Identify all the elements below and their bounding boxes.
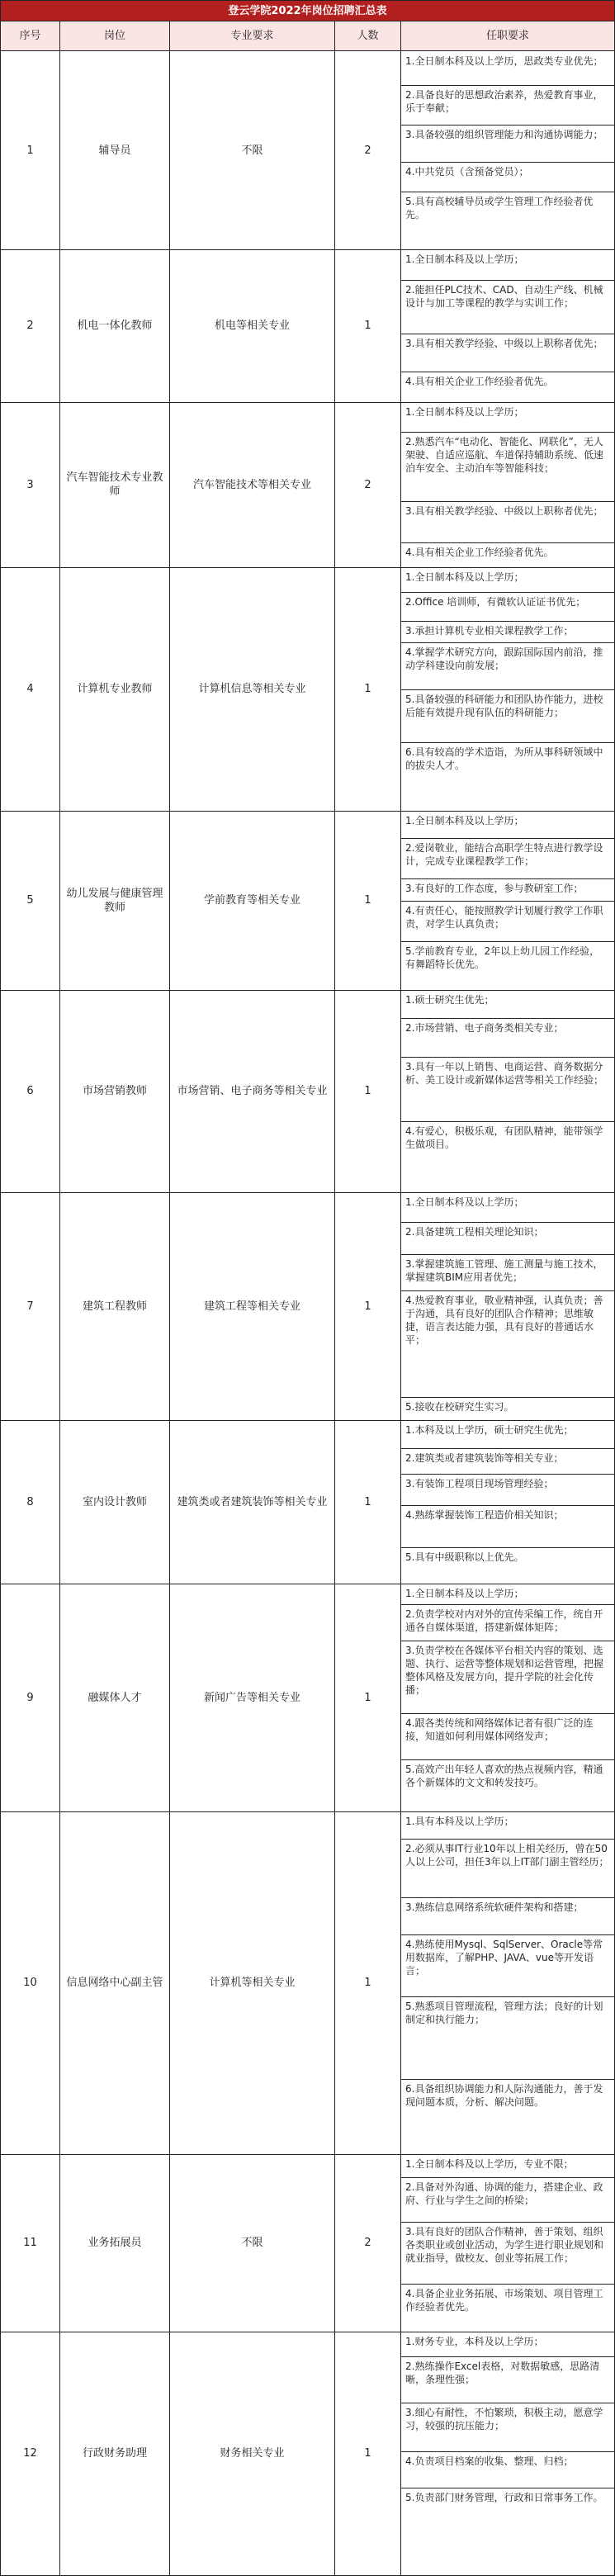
table-cell-col-major: 计算机等相关专业 — [169, 1811, 335, 2155]
requirement-item: 2.熟悉汽车“电动化、智能化、网联化”，无人架驶、自适应巡航、车道保持辅助系统、低速泊车安全、主动泊车等智能科技； — [405, 436, 604, 474]
requirement-divider — [401, 838, 614, 839]
requirement-divider — [401, 901, 614, 902]
table-cell-col-requirements — [400, 51, 615, 250]
requirement-item: 3.有装饰工程项目现场管理经验； — [405, 1478, 554, 1489]
table-cell-col-major: 建筑类或者建筑装饰等相关专业 — [169, 1420, 335, 1584]
table-cell-col-requirements — [400, 1420, 615, 1584]
requirement-item: 3.细心有耐性，不怕繁琐，积极主动，愿意学习，较强的抗压能力； — [405, 2407, 603, 2432]
requirement-item: 3.具有相关教学经验、中级以上职称者优先； — [405, 338, 603, 349]
table-cell-col-no: 5 — [0, 811, 60, 991]
requirement-item: 5.负责部门财务管理，行政和日常事务工作。 — [405, 2492, 603, 2503]
requirement-divider — [401, 2451, 614, 2452]
requirement-divider — [401, 1897, 614, 1898]
requirement-item: 4.有责任心，能按照教学计划履行教学工作职责，对学生认真负责； — [405, 905, 603, 930]
requirement-item: 2.能担任PLC技术、CAD、自动生产线、机械设计与加工等课程的教学与实训工作； — [405, 284, 603, 309]
requirement-divider — [401, 1839, 614, 1840]
requirement-divider — [401, 1996, 614, 1997]
requirement-item: 2.具备建筑工程相关理论知识； — [405, 1226, 544, 1238]
requirement-divider — [401, 2222, 614, 2223]
requirement-divider — [401, 1759, 614, 1760]
requirement-item: 4.具有相关企业工作经验者优先。 — [405, 376, 554, 387]
requirement-divider — [401, 1222, 614, 1223]
requirement-item: 1.全日制本科及以上学历，专业不限； — [405, 2158, 574, 2170]
requirement-item: 5.具备较强的科研能力和团队协作能力，进校后能有效提升现有队伍的科研能力； — [405, 694, 603, 718]
requirement-divider — [401, 1121, 614, 1122]
table-cell-col-no: 4 — [0, 567, 60, 812]
requirement-divider — [401, 621, 614, 622]
table-cell-col-major: 市场营销、电子商务等相关专业 — [169, 990, 335, 1193]
table-cell-col-count: 1 — [334, 1420, 401, 1584]
table-cell-col-requirements — [400, 990, 615, 1193]
table-cell-col-no: 9 — [0, 1584, 60, 1812]
requirement-item: 2.市场营销、电子商务类相关专业； — [405, 1022, 564, 1034]
requirement-item: 1.硕士研究生优先； — [405, 994, 494, 1006]
requirement-item: 3.具有相关教学经验、中级以上职称者优先； — [405, 505, 603, 517]
requirement-item: 2.具备良好的思想政治素养，热爱教育事业，乐于奉献； — [405, 89, 603, 114]
requirement-item: 3.具备较强的组织管理能力和沟通协调能力； — [405, 129, 603, 140]
table-cell-col-major: 机电等相关专业 — [169, 249, 335, 403]
table-cell-col-major: 汽车智能技术等相关专业 — [169, 402, 335, 568]
requirement-item: 4.掌握学术研究方向，跟踪国际国内前沿，推动学科建设向前发展； — [405, 646, 603, 671]
requirement-divider — [401, 1713, 614, 1714]
table-cell-col-no: 3 — [0, 402, 60, 568]
table-cell-col-count: 1 — [334, 990, 401, 1193]
table-cell-col-no: 12 — [0, 2332, 60, 2576]
header-col-count: 人数 — [334, 21, 401, 51]
requirement-divider — [401, 432, 614, 433]
header-col-position: 岗位 — [59, 21, 170, 51]
table-cell-col-position: 室内设计教师 — [59, 1420, 170, 1584]
requirement-item: 1.全日制本科及以上学历； — [405, 815, 524, 826]
table-cell-col-no: 11 — [0, 2154, 60, 2332]
table-cell-col-count: 1 — [334, 1584, 401, 1812]
requirement-item: 6.具有较高的学术造诣，为所从事科研领域中的拔尖人才。 — [405, 746, 603, 771]
table-cell-col-major: 建筑工程等相关专业 — [169, 1192, 335, 1421]
requirement-item: 5.接收在校研究生实习。 — [405, 1401, 514, 1413]
requirement-divider — [401, 2079, 614, 2080]
requirement-item: 1.全日制本科及以上学历； — [405, 1196, 524, 1208]
table-cell-col-requirements — [400, 2154, 615, 2332]
table-cell-col-position: 辅导员 — [59, 51, 170, 250]
table-cell-col-count: 1 — [334, 567, 401, 812]
table-cell-col-position: 幼儿发展与健康管理教师 — [59, 811, 170, 991]
requirement-item: 3.有良好的工作态度，参与教研室工作； — [405, 883, 584, 894]
requirement-item: 1.全日制本科及以上学历； — [405, 253, 524, 265]
table-cell-col-count: 1 — [334, 1192, 401, 1421]
table-cell-col-major: 计算机信息等相关专业 — [169, 567, 335, 812]
table-cell-col-count: 1 — [334, 811, 401, 991]
requirement-divider — [401, 592, 614, 593]
requirement-divider — [401, 1934, 614, 1935]
table-cell-col-count: 2 — [334, 402, 401, 568]
requirement-divider — [401, 1474, 614, 1475]
table-cell-col-requirements — [400, 811, 615, 991]
table-cell-col-count: 1 — [334, 2332, 401, 2576]
requirement-divider — [401, 280, 614, 281]
requirement-item: 4.具有相关企业工作经验者优先。 — [405, 547, 554, 558]
requirement-divider — [401, 2284, 614, 2285]
requirement-divider — [401, 1505, 614, 1506]
table-cell-col-position: 行政财务助理 — [59, 2332, 170, 2576]
table-cell-col-position: 机电一体化教师 — [59, 249, 170, 403]
requirement-item: 1.全日制本科及以上学历； — [405, 1588, 524, 1599]
table-cell-col-no: 10 — [0, 1811, 60, 2155]
table-cell-col-count: 1 — [334, 1811, 401, 2155]
table-cell-col-no: 7 — [0, 1192, 60, 1421]
table-cell-col-major: 学前教育等相关专业 — [169, 811, 335, 991]
requirement-divider — [401, 1547, 614, 1548]
requirement-item: 2.具备对外沟通、协调的能力，搭建企业、政府、行业与学生之间的桥梁； — [405, 2181, 603, 2206]
requirement-divider — [401, 1448, 614, 1449]
requirement-item: 1.财务专业，本科及以上学历； — [405, 2336, 544, 2347]
requirement-divider — [401, 1397, 614, 1398]
requirement-divider — [401, 689, 614, 690]
requirement-item: 5.学前教育专业，2年以上幼儿园工作经验，有舞蹈特长优先。 — [405, 945, 600, 970]
table-cell-col-requirements — [400, 1584, 615, 1812]
requirement-divider — [401, 878, 614, 879]
requirement-item: 6.具备组织协调能力和人际沟通能力，善于发现问题本质，分析、解决问题。 — [405, 2083, 603, 2108]
table-cell-col-no: 2 — [0, 249, 60, 403]
requirement-divider — [401, 501, 614, 502]
requirement-item: 4.具备企业业务拓展、市场策划、项目管理工作经验者优先。 — [405, 2288, 603, 2313]
table-cell-col-requirements — [400, 249, 615, 403]
requirement-item: 3.掌握建筑施工管理、施工测量与施工技术，掌握建筑BIM应用者优先； — [405, 1258, 603, 1283]
requirement-item: 2.必须从事IT行业10年以上相关经历，曾在50人以上公司，担任3年以上IT部门副主管经历； — [405, 1843, 609, 1868]
table-cell-col-major: 新闻广告等相关专业 — [169, 1584, 335, 1812]
table-title: 登云学院2022年岗位招聘汇总表 — [0, 0, 615, 21]
requirement-item: 1.本科及以上学历，硕士研究生优先； — [405, 1424, 574, 1436]
table-cell-col-requirements — [400, 1811, 615, 2155]
requirement-divider — [401, 742, 614, 743]
requirement-item: 3.具有良好的团队合作精神，善于策划、组织各类职业或创业活动，为学生进行职业规划和就业指导，做校友、创业等拓展工作； — [405, 2226, 604, 2264]
requirement-item: 4.熟练掌握装饰工程造价相关知识； — [405, 1509, 564, 1521]
requirement-item: 5.熟悉项目管理流程，管理方法；良好的计划制定和执行能力； — [405, 2001, 603, 2025]
requirement-item: 2.熟练操作Excel表格，对数据敏感，思路清晰，条理性强； — [405, 2361, 600, 2385]
table-cell-col-count: 2 — [334, 51, 401, 250]
requirement-item: 2.Office 培训师，有微软认证证书优先； — [405, 596, 586, 608]
table-cell-col-major: 不限 — [169, 2154, 335, 2332]
table-cell-col-major: 财务相关专业 — [169, 2332, 335, 2576]
table-cell-col-requirements — [400, 1192, 615, 1421]
requirement-item: 4.中共党员（含预备党员）； — [405, 166, 529, 178]
table-cell-col-position: 信息网络中心副主管 — [59, 1811, 170, 2155]
requirement-item: 4.热爱教育事业，敬业精神强，认真负责；善于沟通，具有良好的团队合作精神；思维敏捷，语言表达能力强，具有良好的普通话水平； — [405, 1295, 603, 1346]
requirement-divider — [401, 941, 614, 942]
requirement-item: 1.全日制本科及以上学历； — [405, 571, 524, 583]
requirement-item: 3.具有一年以上销售、电商运营、商务数据分析、美工设计或新媒体运营等相关工作经验； — [405, 1061, 604, 1086]
header-col-requirements: 任职要求 — [400, 21, 615, 51]
requirement-divider — [401, 162, 614, 163]
requirement-item: 4.熟练使用Mysql、SqlServer、Oracle等常用数据库，了解PHP、JAVA、vue等开发语言； — [405, 1939, 603, 1977]
requirement-item: 3.承担计算机专业相关课程教学工作； — [405, 625, 574, 637]
requirement-item: 1.全日制本科及以上学历，思政类专业优先； — [405, 55, 603, 67]
requirement-item: 3.熟练信息网络系统软硬件架构和搭建； — [405, 1901, 584, 1913]
requirement-item: 4.负责项目档案的收集、整理、归档； — [405, 2455, 574, 2467]
header-col-major: 专业要求 — [169, 21, 335, 51]
requirement-divider — [401, 2177, 614, 2178]
requirement-item: 3.负责学校在各媒体平台相关内容的策划、选题、执行、运营等整体规划和运营管理，把握整体风格及发展方向，提升学院的社会化传播； — [405, 1645, 604, 1696]
requirement-item: 2.建筑类或者建筑装饰等相关专业； — [405, 1452, 564, 1464]
requirement-item: 5.具有中级职称以上优先。 — [405, 1551, 524, 1563]
requirement-item: 1.全日制本科及以上学历； — [405, 406, 524, 418]
header-col-no: 序号 — [0, 21, 60, 51]
table-cell-col-requirements — [400, 567, 615, 812]
table-cell-col-requirements — [400, 2332, 615, 2576]
requirement-divider — [401, 1604, 614, 1605]
table-cell-col-position: 汽车智能技术专业教师 — [59, 402, 170, 568]
table-cell-col-no: 8 — [0, 1420, 60, 1584]
table-cell-col-position: 建筑工程教师 — [59, 1192, 170, 1421]
table-cell-col-requirements — [400, 402, 615, 568]
table-cell-col-count: 2 — [334, 2154, 401, 2332]
requirement-divider — [401, 1018, 614, 1019]
requirement-item: 5.高效产出年轻人喜欢的热点视频内容，精通各个新媒体的文文和转发技巧。 — [405, 1764, 603, 1788]
table-cell-col-position: 计算机专业教师 — [59, 567, 170, 812]
requirement-divider — [401, 542, 614, 543]
requirement-divider — [401, 1290, 614, 1291]
requirement-item: 2.负责学校对内对外的宣传采编工作，统自开通各自媒体渠道，搭建新媒体矩阵； — [405, 1608, 603, 1633]
table-cell-col-position: 市场营销教师 — [59, 990, 170, 1193]
table-cell-col-no: 1 — [0, 51, 60, 250]
requirement-divider — [401, 1254, 614, 1255]
requirement-item: 1.具有本科及以上学历； — [405, 1816, 514, 1827]
table-cell-col-position: 融媒体人才 — [59, 1584, 170, 1812]
table-cell-col-no: 6 — [0, 990, 60, 1193]
requirement-item: 2.爱岗敬业，能结合高职学生特点进行教学设计，完成专业课程教学工作； — [405, 842, 603, 867]
table-cell-col-count: 1 — [334, 249, 401, 403]
table-cell-col-position: 业务拓展员 — [59, 2154, 170, 2332]
requirement-divider — [401, 85, 614, 86]
requirement-item: 5.具有高校辅导员或学生管理工作经验者优先。 — [405, 196, 594, 220]
requirement-divider — [401, 1057, 614, 1058]
table-cell-col-major: 不限 — [169, 51, 335, 250]
requirement-divider — [401, 2356, 614, 2357]
requirement-item: 4.有爱心，积极乐观，有团队精神，能带领学生做项目。 — [405, 1125, 603, 1150]
requirement-divider — [401, 642, 614, 643]
requirement-item: 4.跟各类传统和网络媒体记者有很广泛的连接，知道如何利用媒体网络发声； — [405, 1717, 594, 1742]
